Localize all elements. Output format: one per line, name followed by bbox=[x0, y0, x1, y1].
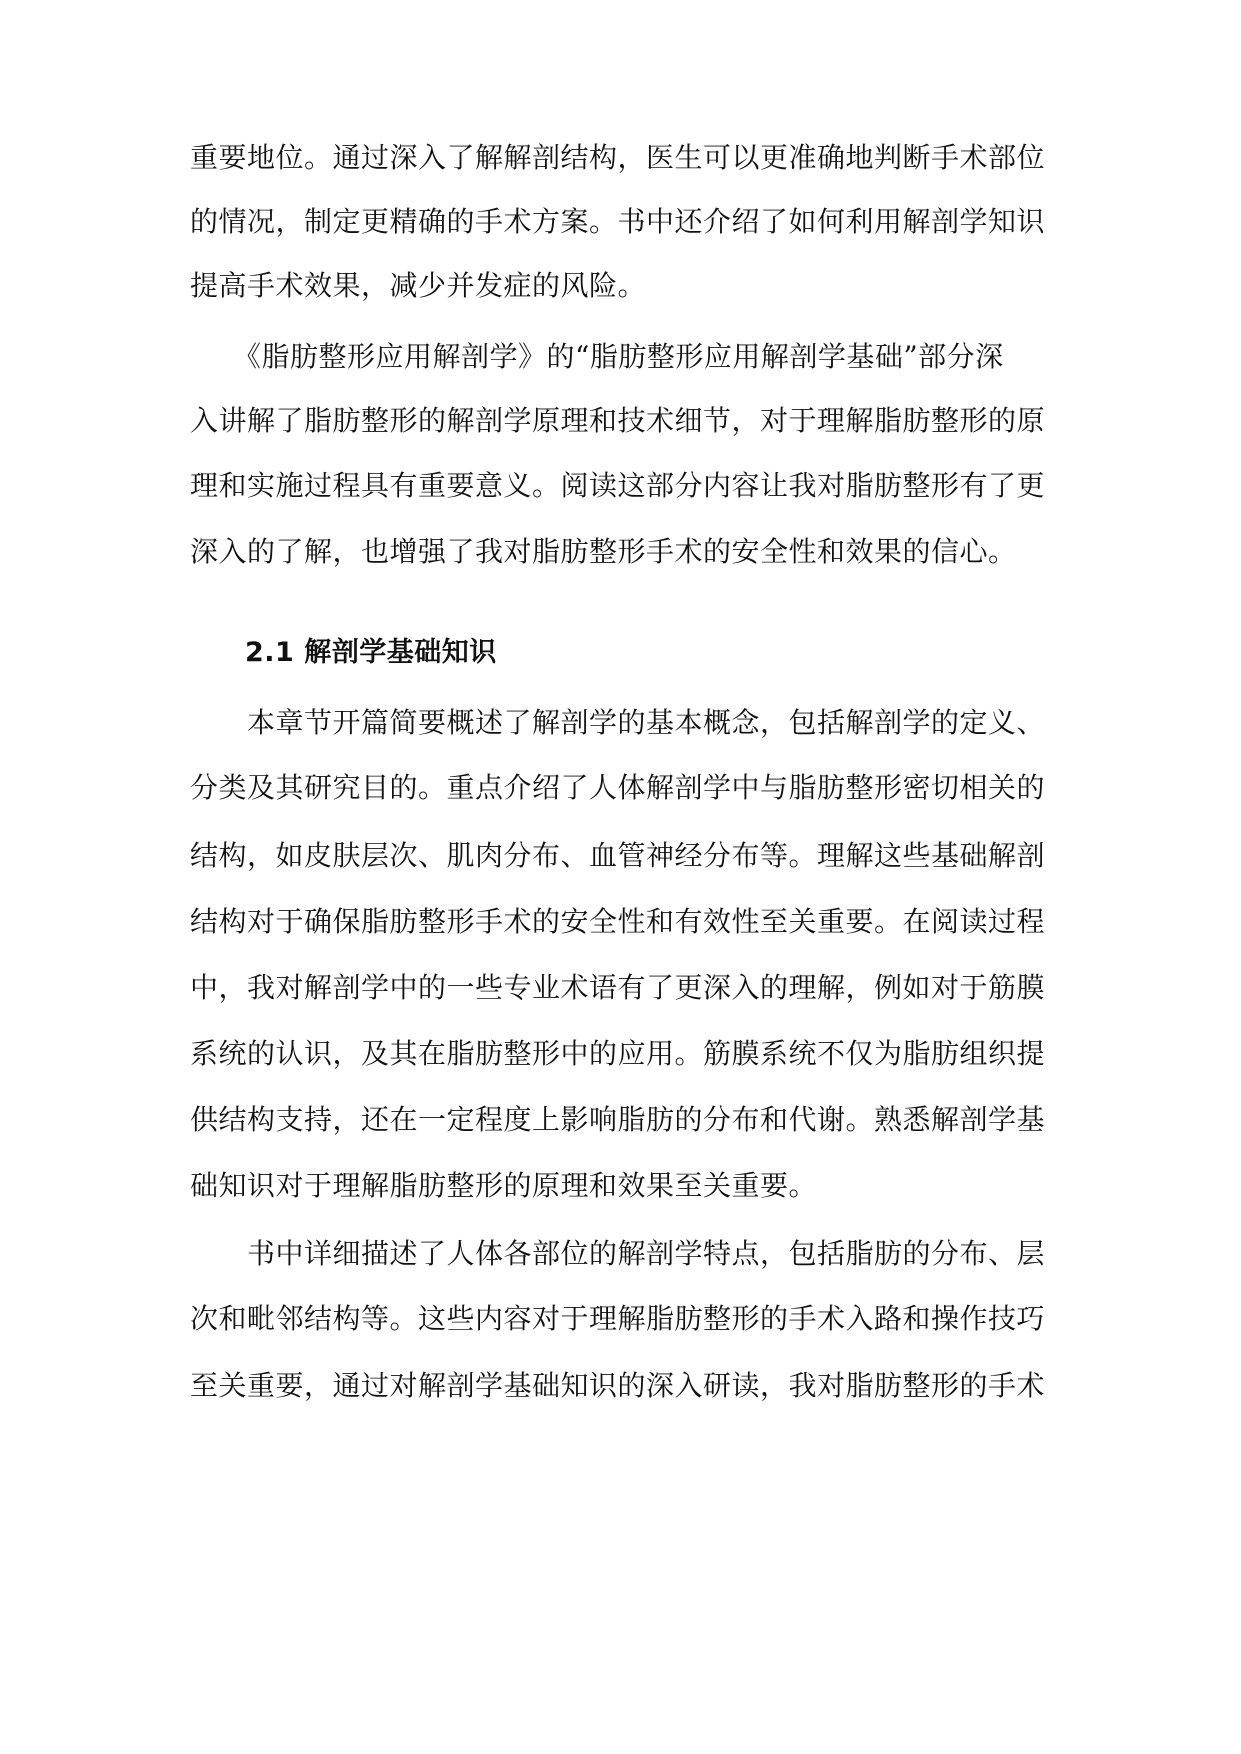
paragraph-3-line-3: 结构，如皮肤层次、肌肉分布、血管神经分布等。理解这些基础解剖 bbox=[190, 839, 1046, 872]
paragraph-4-line-2: 次和毗邻结构等。这些内容对于理解脂肪整形的手术入路和操作技巧 bbox=[190, 1302, 1046, 1335]
paragraph-1-line-2: 的情况，制定更精确的手术方案。书中还介绍了如何利用解剖学知识 bbox=[190, 205, 1046, 238]
paragraph-4-line-1: 书中详细描述了人体各部位的解剖学特点，包括脂肪的分布、层 bbox=[190, 1237, 1046, 1270]
paragraph-4-line-3: 至关重要，通过对解剖学基础知识的深入研读，我对脂肪整形的手术 bbox=[190, 1369, 1046, 1402]
paragraph-2-line-2: 入讲解了脂肪整形的解剖学原理和技术细节，对于理解脂肪整形的原 bbox=[190, 404, 1046, 437]
paragraph-3-line-1: 本章节开篇简要概述了解剖学的基本概念，包括解剖学的定义、 bbox=[190, 706, 1046, 739]
paragraph-1-line-1: 重要地位。通过深入了解解剖结构，医生可以更准确地判断手术部位 bbox=[190, 141, 1046, 174]
paragraph-3-line-2: 分类及其研究目的。重点介绍了人体解剖学中与脂肪整形密切相关的 bbox=[190, 771, 1046, 804]
paragraph-3-line-5: 中，我对解剖学中的一些专业术语有了更深入的理解，例如对于筋膜 bbox=[190, 971, 1046, 1004]
paragraph-1-line-3: 提高手术效果，减少并发症的风险。 bbox=[190, 269, 647, 302]
paragraph-2-line-1: 《脂肪整形应用解剖学》的“脂肪整形应用解剖学基础”部分深 bbox=[190, 340, 1004, 373]
paragraph-3-line-8: 础知识对于理解脂肪整形的原理和效果至关重要。 bbox=[190, 1169, 818, 1202]
paragraph-3-line-7: 供结构支持，还在一定程度上影响脂肪的分布和代谢。熟悉解剖学基 bbox=[190, 1103, 1046, 1136]
paragraph-2-line-3: 理和实施过程具有重要意义。阅读这部分内容让我对脂肪整形有了更 bbox=[190, 469, 1046, 502]
paragraph-3-line-4: 结构对于确保脂肪整形手术的安全性和有效性至关重要。在阅读过程 bbox=[190, 905, 1046, 938]
paragraph-3-line-6: 系统的认识，及其在脂肪整形中的应用。筋膜系统不仅为脂肪组织提 bbox=[190, 1037, 1046, 1070]
paragraph-2-line-4: 深入的了解，也增强了我对脂肪整形手术的安全性和效果的信心。 bbox=[190, 535, 1017, 568]
section-heading: 2.1 解剖学基础知识 bbox=[190, 637, 497, 668]
